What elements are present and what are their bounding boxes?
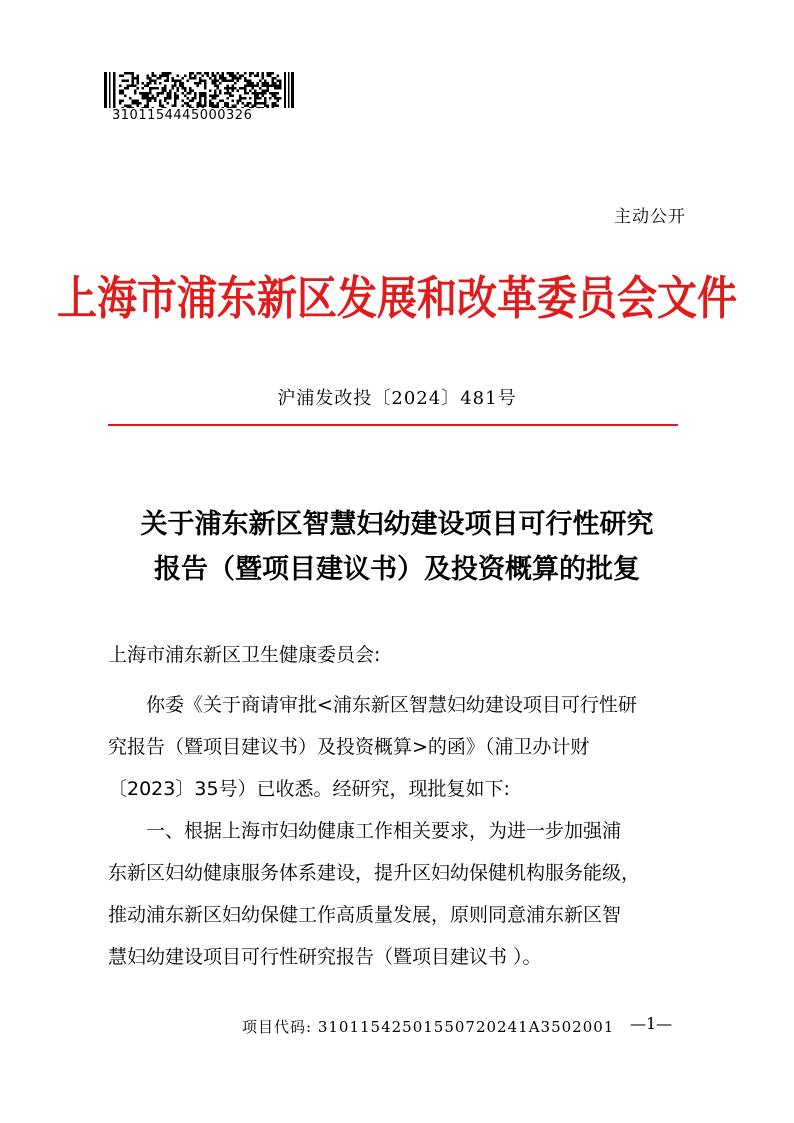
- barcode: [104, 72, 294, 108]
- body-line: 究报告（暨项目建议书）及投资概算>的函》（浦卫办计财: [108, 736, 590, 758]
- disclosure-label: 主动公开: [614, 207, 686, 227]
- body-line: 慧妇幼建设项目可行性研究报告（暨项目建议书 ）。: [108, 946, 542, 968]
- body-line: 推动浦东新区妇幼保健工作高质量发展，原则同意浦东新区智: [108, 904, 622, 926]
- red-divider: [108, 424, 678, 426]
- body-line: 东新区妇幼健康服务体系建设，提升区妇幼保健机构服务能级，: [108, 862, 641, 884]
- title-line-1: 关于浦东新区智慧妇幼建设项目可行性研究: [140, 509, 654, 540]
- page-number: —1—: [630, 1014, 673, 1033]
- body-line: 一、根据上海市妇幼健康工作相关要求，为进一步加强浦: [146, 820, 622, 842]
- project-code: 项目代码: 31011542501550720241A3502001: [242, 1018, 615, 1036]
- document-title: [0, 502, 794, 592]
- body-line: 你委《关于商请审批<浦东新区智慧妇幼建设项目可行性研: [146, 694, 637, 716]
- body-text: [108, 684, 688, 978]
- body-line: 〔2023〕35号）已收悉。经研究，现批复如下:: [108, 778, 510, 800]
- title-line-2: 报告（暨项目建议书）及投资概算的批复: [154, 554, 640, 585]
- issuer-header: 上海市浦东新区发展和改革委员会文件: [57, 271, 737, 326]
- addressee: 上海市浦东新区卫生健康委员会:: [108, 644, 381, 666]
- barcode-number: 3101154445000326: [112, 108, 253, 123]
- document-number: 沪浦发改投〔2024〕481号: [277, 388, 517, 409]
